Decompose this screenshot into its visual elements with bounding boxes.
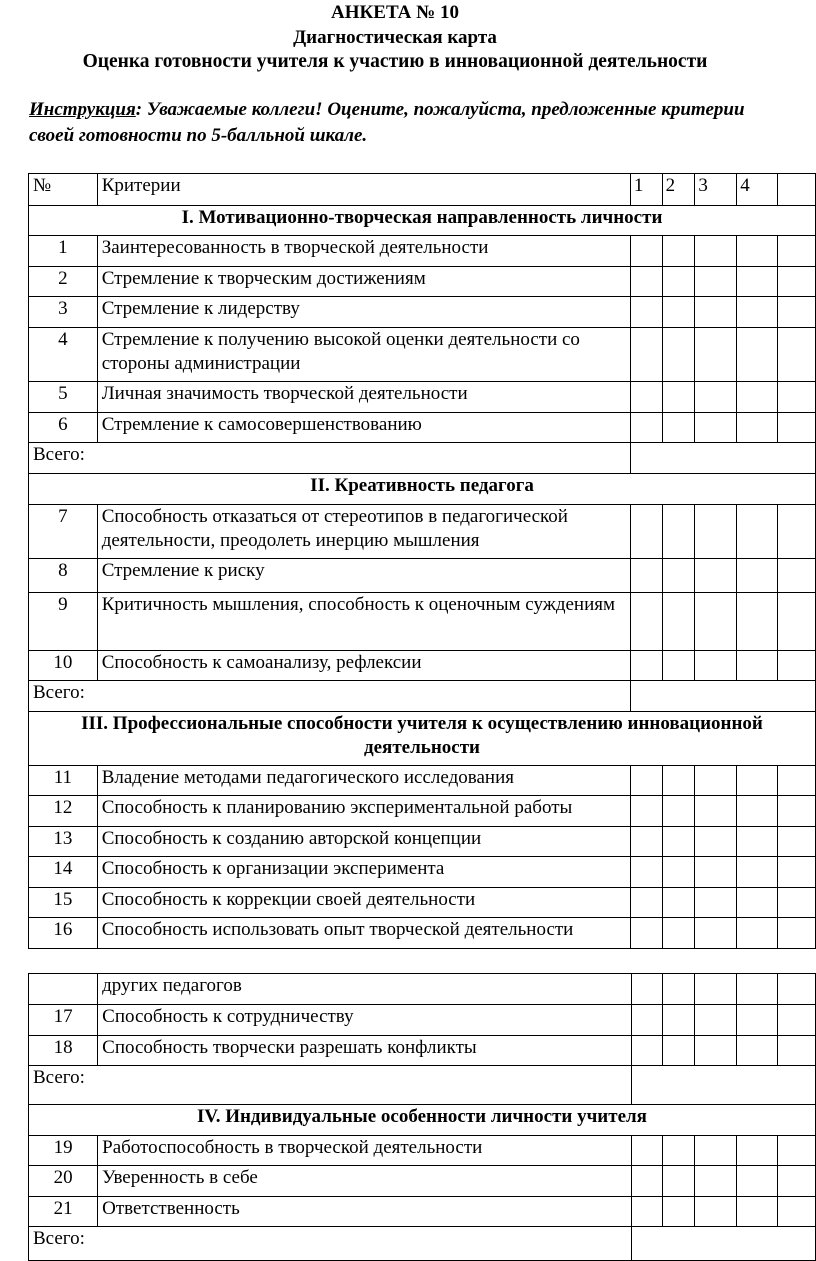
score-cell-5[interactable] — [778, 651, 816, 681]
score-cell-4[interactable] — [737, 505, 778, 559]
header-score-4: 4 — [737, 174, 778, 206]
criterion-row — [29, 888, 816, 918]
score-cell-5[interactable] — [778, 413, 816, 443]
total-value-cell[interactable] — [631, 1227, 815, 1261]
criterion-text: Способность к коррекции своей деятельности — [97, 888, 630, 918]
score-cell-4[interactable] — [737, 1005, 778, 1036]
section-title: I. Мотивационно-творческая направленность личности — [29, 206, 816, 236]
score-cell-3[interactable] — [695, 857, 737, 888]
score-cell-5[interactable] — [777, 1136, 815, 1166]
criterion-number: 13 — [29, 827, 98, 857]
score-cell-4[interactable] — [737, 593, 778, 651]
section-header-row — [29, 712, 816, 766]
score-cell-1[interactable] — [630, 505, 662, 559]
section-header-row — [29, 474, 816, 505]
score-cell-1[interactable] — [630, 796, 662, 827]
score-cell-5[interactable] — [778, 297, 816, 328]
criterion-row — [29, 1197, 816, 1227]
score-cell-4[interactable] — [737, 297, 778, 328]
criterion-text: Уверенность в себе — [98, 1166, 632, 1197]
score-cell-1[interactable] — [630, 918, 662, 949]
criterion-row — [29, 328, 816, 382]
score-cell-5[interactable] — [777, 974, 815, 1005]
score-cell-3[interactable] — [695, 297, 737, 328]
score-cell-2[interactable] — [663, 1136, 695, 1166]
score-cell-2[interactable] — [662, 766, 695, 796]
score-cell-2[interactable] — [662, 796, 695, 827]
header-score-2: 2 — [662, 174, 695, 206]
score-cell-3[interactable] — [695, 1166, 737, 1197]
total-row — [29, 443, 816, 474]
total-label: Всего: — [29, 1227, 632, 1261]
score-cell-1[interactable] — [630, 766, 662, 796]
score-cell-1[interactable] — [630, 651, 662, 681]
score-cell-1[interactable] — [630, 413, 662, 443]
score-cell-2[interactable] — [663, 1166, 695, 1197]
criterion-number: 15 — [29, 888, 98, 918]
total-label: Всего: — [29, 681, 631, 712]
score-cell-2[interactable] — [663, 1197, 695, 1227]
score-cell-5[interactable] — [777, 1166, 815, 1197]
total-value-cell[interactable] — [631, 1066, 815, 1105]
score-cell-4[interactable] — [737, 1036, 778, 1066]
total-value-cell[interactable] — [630, 443, 815, 474]
criterion-text: других педагогов — [98, 974, 632, 1005]
score-cell-5[interactable] — [778, 766, 816, 796]
score-cell-1[interactable] — [630, 827, 662, 857]
score-cell-1[interactable] — [630, 593, 662, 651]
score-cell-3[interactable] — [695, 593, 737, 651]
score-cell-1[interactable] — [630, 236, 662, 267]
score-cell-2[interactable] — [662, 413, 695, 443]
criterion-text: Способность отказаться от стереотипов в педагогической деятельности, преодолеть инерцию мышления — [97, 505, 630, 559]
criterion-number: 4 — [29, 328, 98, 382]
score-cell-5[interactable] — [778, 328, 816, 382]
section-header-row — [29, 1105, 816, 1136]
criterion-row — [29, 413, 816, 443]
score-cell-2[interactable] — [663, 974, 695, 1005]
score-cell-4[interactable] — [737, 1136, 778, 1166]
score-cell-5[interactable] — [778, 559, 816, 593]
header-num: № — [29, 174, 98, 206]
score-cell-2[interactable] — [662, 857, 695, 888]
score-cell-1[interactable] — [630, 328, 662, 382]
form-heading: Оценка готовности учителя к участию в инновационной деятельности — [82, 51, 708, 72]
score-cell-4[interactable] — [737, 413, 778, 443]
score-cell-3[interactable] — [695, 505, 737, 559]
score-cell-1[interactable] — [631, 1166, 662, 1197]
criterion-text: Стремление к творческим достижениям — [97, 267, 630, 297]
score-cell-4[interactable] — [737, 382, 778, 413]
criterion-row — [29, 382, 816, 413]
criterion-number: 19 — [29, 1136, 98, 1166]
score-cell-3[interactable] — [695, 267, 737, 297]
criterion-number: 21 — [29, 1197, 98, 1227]
criterion-row — [29, 1166, 816, 1197]
criterion-number: 3 — [29, 297, 98, 328]
criterion-text: Работоспособность в творческой деятельности — [98, 1136, 632, 1166]
criterion-row — [29, 651, 816, 681]
header-score-5 — [778, 174, 816, 206]
header-score-3: 3 — [695, 174, 737, 206]
criterion-text: Стремление к самосовершенствованию — [97, 413, 630, 443]
criterion-row — [29, 297, 816, 328]
criterion-row — [29, 1136, 816, 1166]
criterion-text: Способность к планированию экспериментальной работы — [97, 796, 630, 827]
section-header-row — [29, 206, 816, 236]
criterion-text: Способность творчески разрешать конфликты — [98, 1036, 632, 1066]
criterion-row — [29, 974, 816, 1005]
score-cell-5[interactable] — [778, 827, 816, 857]
criterion-text: Заинтересованность в творческой деятельности — [97, 236, 630, 267]
criterion-row — [29, 236, 816, 267]
total-row — [29, 681, 816, 712]
criterion-row — [29, 766, 816, 796]
score-cell-3[interactable] — [695, 413, 737, 443]
score-cell-4[interactable] — [737, 888, 778, 918]
score-cell-5[interactable] — [778, 267, 816, 297]
criterion-row — [29, 796, 816, 827]
score-cell-2[interactable] — [662, 505, 695, 559]
criterion-number: 12 — [29, 796, 98, 827]
score-cell-4[interactable] — [737, 766, 778, 796]
score-cell-4[interactable] — [737, 827, 778, 857]
total-label: Всего: — [29, 443, 631, 474]
criterion-number: 7 — [29, 505, 98, 559]
criterion-text: Способность к сотрудничеству — [98, 1005, 632, 1036]
form-title: АНКЕТА № 10 — [331, 2, 459, 23]
score-cell-1[interactable] — [631, 974, 662, 1005]
instruction-text: : Уважаемые коллеги! Оцените, пожалуйста, предложенные критерии своей готовности по 5-балльной шкале. — [29, 99, 745, 146]
criterion-row — [29, 593, 816, 651]
criterion-number: 9 — [29, 593, 98, 651]
score-cell-3[interactable] — [695, 796, 737, 827]
score-cell-2[interactable] — [662, 267, 695, 297]
score-cell-2[interactable] — [663, 1036, 695, 1066]
criterion-row — [29, 1036, 816, 1066]
score-cell-2[interactable] — [662, 297, 695, 328]
score-cell-4[interactable] — [737, 1197, 778, 1227]
criterion-number: 17 — [29, 1005, 98, 1036]
score-cell-1[interactable] — [630, 382, 662, 413]
total-value-cell[interactable] — [630, 681, 815, 712]
score-cell-1[interactable] — [630, 857, 662, 888]
form-subtitle: Диагностическая карта — [293, 27, 497, 48]
score-cell-4[interactable] — [737, 236, 778, 267]
score-cell-4[interactable] — [737, 918, 778, 949]
criteria-table-2 — [28, 973, 816, 1261]
score-cell-3[interactable] — [695, 888, 737, 918]
criterion-row — [29, 1005, 816, 1036]
total-row — [29, 1227, 816, 1261]
section-title: IV. Индивидуальные особенности личности учителя — [29, 1105, 816, 1136]
criterion-number — [29, 974, 98, 1005]
score-cell-4[interactable] — [737, 1166, 778, 1197]
criterion-row — [29, 559, 816, 593]
criteria-table-1 — [28, 173, 816, 949]
score-cell-5[interactable] — [777, 1036, 815, 1066]
score-cell-1[interactable] — [631, 1197, 662, 1227]
score-cell-3[interactable] — [695, 766, 737, 796]
instruction — [29, 97, 789, 149]
score-cell-2[interactable] — [662, 593, 695, 651]
criterion-number: 10 — [29, 651, 98, 681]
criterion-row — [29, 267, 816, 297]
score-cell-1[interactable] — [630, 267, 662, 297]
score-cell-4[interactable] — [737, 267, 778, 297]
criterion-text: Личная значимость творческой деятельности — [97, 382, 630, 413]
score-cell-2[interactable] — [662, 651, 695, 681]
criterion-number: 8 — [29, 559, 98, 593]
score-cell-5[interactable] — [778, 888, 816, 918]
criterion-text: Стремление к получению высокой оценки деятельности со стороны администрации — [97, 328, 630, 382]
header-criteria: Критерии — [97, 174, 630, 206]
score-cell-3[interactable] — [695, 559, 737, 593]
score-cell-5[interactable] — [777, 1005, 815, 1036]
criterion-text: Способность к организации эксперимента — [97, 857, 630, 888]
score-cell-4[interactable] — [737, 974, 778, 1005]
score-cell-5[interactable] — [778, 593, 816, 651]
criterion-text: Способность к созданию авторской концепции — [97, 827, 630, 857]
criterion-number: 2 — [29, 267, 98, 297]
score-cell-1[interactable] — [630, 559, 662, 593]
score-cell-4[interactable] — [737, 559, 778, 593]
score-cell-3[interactable] — [695, 827, 737, 857]
score-cell-5[interactable] — [778, 505, 816, 559]
criterion-text: Ответственность — [98, 1197, 632, 1227]
score-cell-3[interactable] — [695, 1036, 737, 1066]
score-cell-3[interactable] — [695, 651, 737, 681]
score-cell-4[interactable] — [737, 796, 778, 827]
score-cell-5[interactable] — [778, 857, 816, 888]
score-cell-5[interactable] — [778, 796, 816, 827]
score-cell-2[interactable] — [663, 1005, 695, 1036]
criterion-number: 5 — [29, 382, 98, 413]
criterion-number: 1 — [29, 236, 98, 267]
criterion-number: 14 — [29, 857, 98, 888]
instruction-label: Инструкция — [29, 99, 136, 120]
score-cell-2[interactable] — [662, 559, 695, 593]
score-cell-2[interactable] — [662, 827, 695, 857]
criterion-row — [29, 918, 816, 949]
criterion-number: 18 — [29, 1036, 98, 1066]
criterion-number: 6 — [29, 413, 98, 443]
header-score-1: 1 — [630, 174, 662, 206]
score-cell-3[interactable] — [695, 1197, 737, 1227]
section-title: II. Креативность педагога — [29, 474, 816, 505]
score-cell-4[interactable] — [737, 857, 778, 888]
criterion-text: Стремление к риску — [97, 559, 630, 593]
score-cell-5[interactable] — [778, 236, 816, 267]
total-row — [29, 1066, 816, 1105]
score-cell-1[interactable] — [631, 1005, 662, 1036]
score-cell-5[interactable] — [778, 918, 816, 949]
score-cell-2[interactable] — [662, 918, 695, 949]
score-cell-1[interactable] — [631, 1036, 662, 1066]
score-cell-3[interactable] — [695, 382, 737, 413]
score-cell-1[interactable] — [630, 297, 662, 328]
score-cell-1[interactable] — [630, 888, 662, 918]
criterion-row — [29, 505, 816, 559]
table-header-row — [29, 174, 816, 206]
score-cell-2[interactable] — [662, 328, 695, 382]
score-cell-4[interactable] — [737, 328, 778, 382]
criterion-text: Стремление к лидерству — [97, 297, 630, 328]
score-cell-3[interactable] — [695, 1136, 737, 1166]
score-cell-2[interactable] — [662, 382, 695, 413]
criterion-number: 11 — [29, 766, 98, 796]
score-cell-3[interactable] — [695, 1005, 737, 1036]
criterion-text: Способность использовать опыт творческой деятельности — [97, 918, 630, 949]
criterion-row — [29, 827, 816, 857]
score-cell-5[interactable] — [777, 1197, 815, 1227]
score-cell-1[interactable] — [631, 1136, 662, 1166]
criterion-text: Критичность мышления, способность к оценочным суждениям — [97, 593, 630, 651]
score-cell-3[interactable] — [695, 974, 737, 1005]
criterion-text: Способность к самоанализу, рефлексии — [97, 651, 630, 681]
score-cell-2[interactable] — [662, 236, 695, 267]
score-cell-5[interactable] — [778, 382, 816, 413]
score-cell-3[interactable] — [695, 236, 737, 267]
section-title: III. Профессиональные способности учителя к осуществлению инновационной деятельности — [29, 712, 816, 766]
score-cell-2[interactable] — [662, 888, 695, 918]
score-cell-3[interactable] — [695, 918, 737, 949]
score-cell-3[interactable] — [695, 328, 737, 382]
score-cell-4[interactable] — [737, 651, 778, 681]
criterion-number: 16 — [29, 918, 98, 949]
criterion-row — [29, 857, 816, 888]
total-label: Всего: — [29, 1066, 632, 1105]
criterion-text: Владение методами педагогического исследования — [97, 766, 630, 796]
criterion-number: 20 — [29, 1166, 98, 1197]
